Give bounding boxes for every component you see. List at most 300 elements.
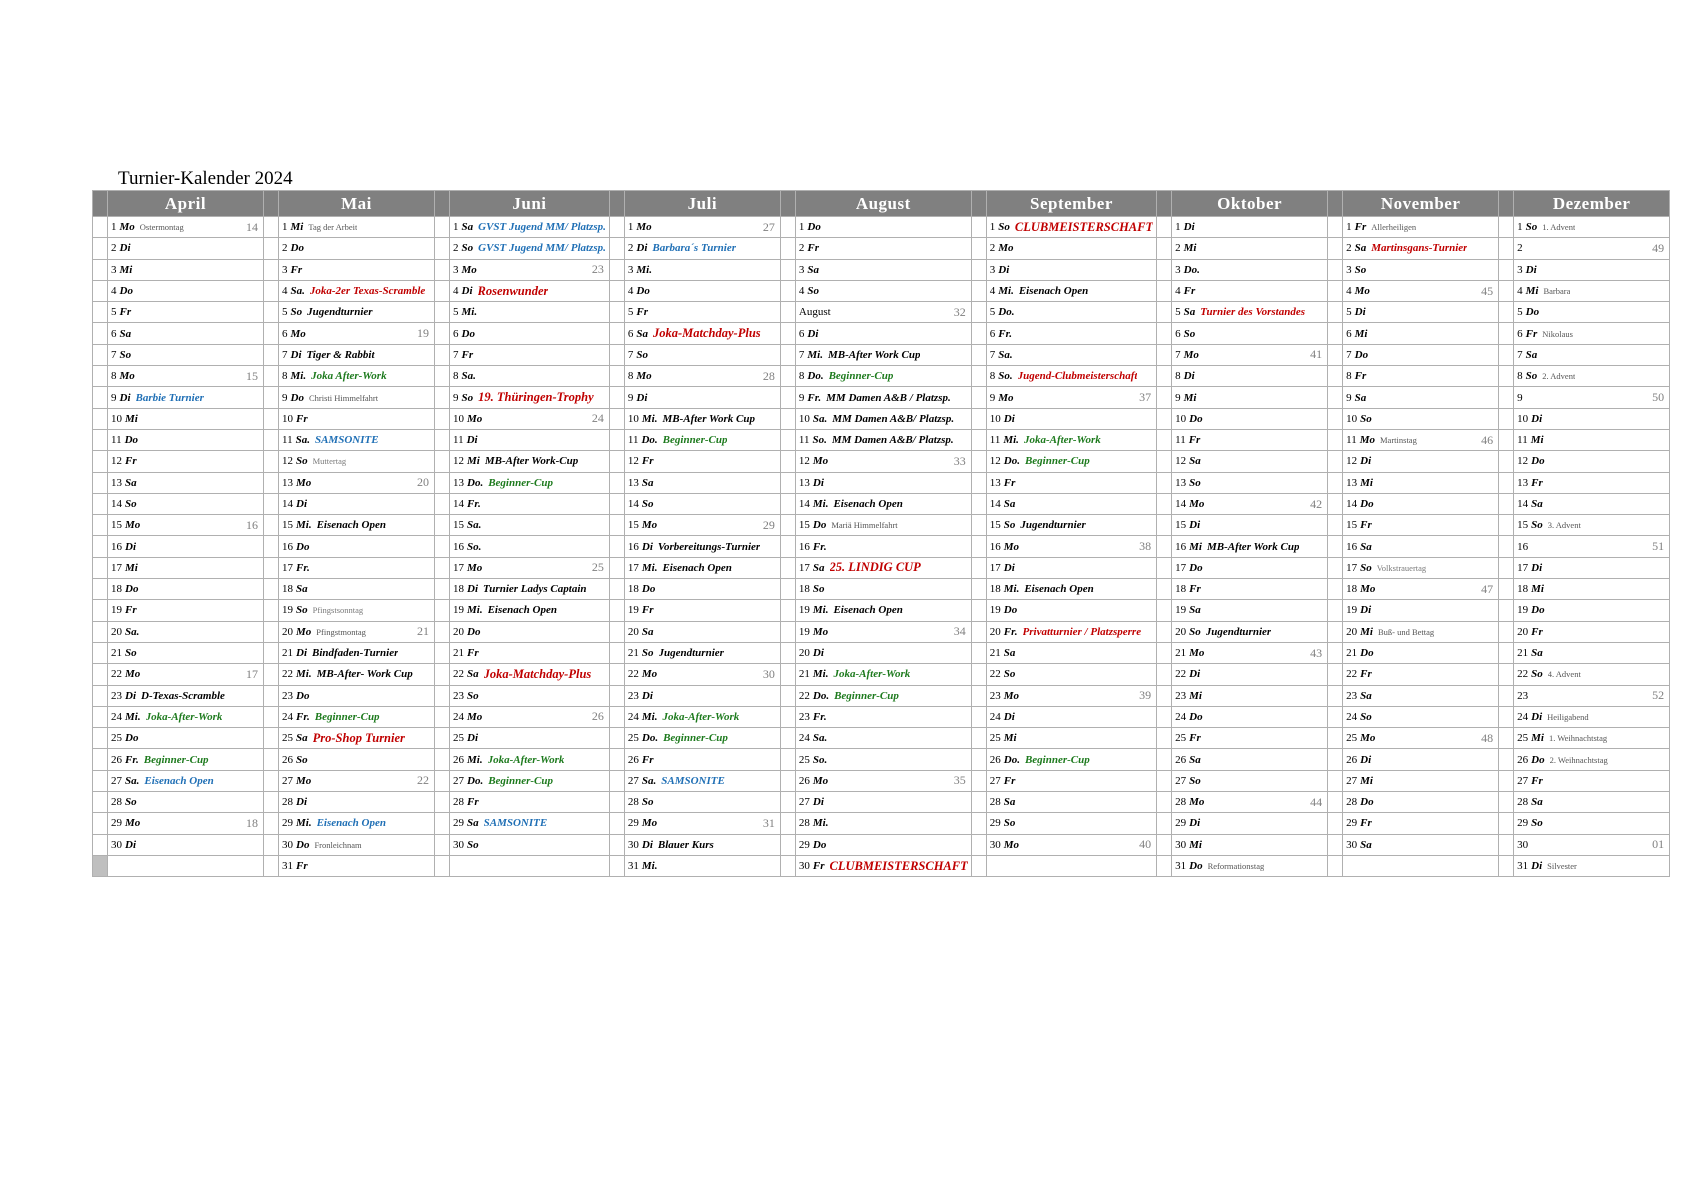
day-cell[interactable] — [624, 642, 780, 663]
day-cell[interactable] — [986, 792, 1156, 813]
day-cell[interactable] — [1172, 557, 1328, 578]
day-cell[interactable] — [624, 834, 780, 855]
day-cell[interactable] — [1343, 706, 1499, 727]
day-cell[interactable] — [1172, 429, 1328, 450]
day-cell[interactable] — [986, 813, 1156, 834]
day-cell[interactable] — [986, 217, 1156, 238]
row-gutter — [780, 706, 795, 727]
day-cell[interactable] — [624, 302, 780, 323]
day-cell[interactable] — [1343, 472, 1499, 493]
day-cell[interactable] — [624, 770, 780, 791]
day-cell[interactable] — [1172, 792, 1328, 813]
day-cell[interactable] — [450, 515, 610, 536]
day-cell[interactable] — [986, 387, 1156, 408]
day-cell[interactable] — [1514, 770, 1670, 791]
day-cell[interactable] — [624, 366, 780, 387]
day-cell[interactable] — [108, 302, 264, 323]
day-cell[interactable] — [108, 259, 264, 280]
day-cell[interactable] — [450, 259, 610, 280]
day-cell[interactable] — [279, 579, 435, 600]
day-cell[interactable] — [1343, 664, 1499, 685]
day-cell[interactable] — [450, 302, 610, 323]
day-cell[interactable] — [1172, 600, 1328, 621]
day-cell[interactable] — [986, 515, 1156, 536]
day-cell[interactable] — [108, 600, 264, 621]
row-gutter — [1328, 557, 1343, 578]
day-cell[interactable] — [1343, 855, 1499, 876]
day-cell[interactable] — [1343, 834, 1499, 855]
day-cell[interactable] — [450, 770, 610, 791]
day-cell[interactable] — [108, 579, 264, 600]
day-cell[interactable] — [1514, 366, 1670, 387]
event-label: Bindfaden-Turnier — [312, 647, 399, 660]
day-cell[interactable] — [1172, 728, 1328, 749]
day-cell[interactable] — [1343, 813, 1499, 834]
day-cell[interactable] — [1343, 387, 1499, 408]
week-number: 48 — [1481, 730, 1494, 745]
day-cell[interactable] — [1514, 621, 1670, 642]
day-cell[interactable] — [279, 855, 435, 876]
day-cell[interactable] — [279, 706, 435, 727]
day-cell[interactable] — [450, 323, 610, 344]
day-cell[interactable] — [279, 557, 435, 578]
day-cell[interactable] — [795, 813, 971, 834]
day-cell[interactable] — [624, 749, 780, 770]
day-cell[interactable] — [279, 451, 435, 472]
day-cell[interactable] — [795, 706, 971, 727]
day-cell[interactable] — [1343, 259, 1499, 280]
day-number: 19 — [282, 604, 293, 617]
day-cell[interactable] — [624, 344, 780, 365]
day-cell[interactable] — [624, 323, 780, 344]
day-cell[interactable] — [1343, 770, 1499, 791]
day-cell[interactable] — [450, 429, 610, 450]
day-cell[interactable] — [279, 493, 435, 514]
day-cell[interactable] — [1343, 600, 1499, 621]
day-number: 28 — [1175, 796, 1187, 809]
day-cell[interactable] — [1172, 749, 1328, 770]
day-cell[interactable] — [624, 217, 780, 238]
day-cell[interactable] — [986, 664, 1156, 685]
day-cell[interactable] — [1343, 685, 1499, 706]
day-cell[interactable] — [1172, 302, 1328, 323]
day-cell[interactable] — [1172, 387, 1328, 408]
day-cell[interactable] — [1514, 855, 1670, 876]
day-of-week: Sa. — [812, 732, 828, 745]
event-label: Eisenach Open — [1018, 285, 1089, 298]
day-cell[interactable] — [108, 472, 264, 493]
day-cell[interactable] — [795, 792, 971, 813]
day-cell[interactable] — [986, 408, 1156, 429]
day-cell[interactable] — [1514, 664, 1670, 685]
day-cell[interactable] — [279, 408, 435, 429]
day-cell[interactable] — [279, 472, 435, 493]
day-cell[interactable] — [795, 728, 971, 749]
day-cell[interactable] — [986, 259, 1156, 280]
day-cell[interactable] — [108, 642, 264, 663]
day-cell[interactable] — [986, 366, 1156, 387]
day-cell[interactable] — [1343, 366, 1499, 387]
day-cell[interactable] — [1172, 493, 1328, 514]
day-cell[interactable] — [624, 536, 780, 557]
day-cell[interactable] — [279, 642, 435, 663]
day-cell[interactable] — [108, 366, 264, 387]
day-cell[interactable] — [624, 238, 780, 259]
day-cell[interactable] — [795, 217, 971, 238]
day-cell[interactable] — [795, 515, 971, 536]
day-cell[interactable] — [450, 834, 610, 855]
day-cell[interactable] — [450, 472, 610, 493]
day-cell[interactable] — [1343, 493, 1499, 514]
day-cell[interactable] — [279, 685, 435, 706]
day-cell[interactable] — [1343, 408, 1499, 429]
day-cell[interactable] — [986, 749, 1156, 770]
day-cell[interactable] — [450, 855, 610, 876]
day-cell[interactable] — [450, 642, 610, 663]
day-cell[interactable] — [279, 728, 435, 749]
day-cell[interactable] — [279, 621, 435, 642]
day-cell[interactable] — [108, 792, 264, 813]
day-cell[interactable] — [1514, 579, 1670, 600]
day-cell[interactable] — [1514, 323, 1670, 344]
day-cell[interactable] — [279, 323, 435, 344]
day-cell[interactable] — [108, 451, 264, 472]
day-number: 7 — [989, 348, 996, 361]
day-cell[interactable] — [1172, 238, 1328, 259]
day-cell[interactable] — [1514, 685, 1670, 706]
day-cell[interactable] — [450, 536, 610, 557]
day-cell[interactable] — [795, 472, 971, 493]
day-cell[interactable] — [450, 408, 610, 429]
day-cell[interactable] — [108, 493, 264, 514]
day-cell[interactable] — [450, 600, 610, 621]
day-cell[interactable] — [1172, 472, 1328, 493]
day-cell[interactable] — [108, 238, 264, 259]
day-cell[interactable] — [279, 600, 435, 621]
day-cell[interactable] — [1343, 302, 1499, 323]
day-cell[interactable] — [795, 557, 971, 578]
day-cell[interactable] — [795, 408, 971, 429]
day-cell[interactable] — [795, 238, 971, 259]
day-cell[interactable] — [986, 728, 1156, 749]
day-cell[interactable] — [279, 344, 435, 365]
day-cell[interactable] — [108, 280, 264, 301]
day-cell[interactable] — [1514, 408, 1670, 429]
row-gutter — [609, 472, 624, 493]
day-cell[interactable] — [279, 813, 435, 834]
day-cell[interactable] — [986, 323, 1156, 344]
day-of-week: Di — [296, 498, 307, 510]
day-cell[interactable] — [624, 472, 780, 493]
day-cell[interactable] — [108, 408, 264, 429]
day-cell[interactable] — [795, 855, 971, 876]
day-cell[interactable] — [1172, 664, 1328, 685]
day-cell[interactable] — [795, 536, 971, 557]
day-cell[interactable] — [1172, 366, 1328, 387]
day-cell[interactable] — [108, 536, 264, 557]
day-cell[interactable] — [795, 685, 971, 706]
day-cell[interactable] — [279, 259, 435, 280]
day-cell[interactable] — [1514, 472, 1670, 493]
day-cell[interactable] — [986, 472, 1156, 493]
day-cell[interactable] — [624, 451, 780, 472]
day-cell[interactable] — [1172, 451, 1328, 472]
day-cell[interactable] — [450, 813, 610, 834]
day-cell[interactable] — [1172, 706, 1328, 727]
day-cell[interactable] — [108, 706, 264, 727]
day-cell[interactable] — [1172, 344, 1328, 365]
day-cell[interactable] — [1343, 451, 1499, 472]
day-cell[interactable] — [1343, 621, 1499, 642]
row-gutter — [435, 685, 450, 706]
day-cell[interactable] — [1514, 749, 1670, 770]
day-cell[interactable] — [1343, 344, 1499, 365]
day-cell[interactable] — [450, 280, 610, 301]
day-cell[interactable] — [1343, 217, 1499, 238]
day-of-week: Mo — [636, 370, 652, 383]
day-cell[interactable] — [108, 621, 264, 642]
day-cell[interactable] — [1514, 429, 1670, 450]
day-cell[interactable] — [1514, 493, 1670, 514]
day-cell[interactable] — [450, 621, 610, 642]
day-cell[interactable] — [795, 834, 971, 855]
event-label: Mariä Himmelfahrt — [831, 520, 898, 531]
day-cell[interactable] — [624, 855, 780, 876]
day-cell[interactable] — [108, 855, 264, 876]
day-cell[interactable] — [986, 834, 1156, 855]
day-of-week: Mi — [1189, 540, 1202, 553]
day-cell[interactable] — [1343, 579, 1499, 600]
day-cell[interactable] — [986, 855, 1156, 876]
day-cell[interactable] — [450, 451, 610, 472]
day-cell[interactable] — [450, 366, 610, 387]
day-cell[interactable] — [1343, 323, 1499, 344]
day-cell[interactable] — [108, 749, 264, 770]
day-cell[interactable] — [1343, 642, 1499, 663]
day-cell[interactable] — [1172, 855, 1328, 876]
day-cell[interactable] — [279, 792, 435, 813]
day-cell[interactable] — [986, 557, 1156, 578]
day-cell[interactable] — [795, 621, 971, 642]
day-cell[interactable] — [624, 408, 780, 429]
day-cell[interactable] — [1172, 259, 1328, 280]
day-cell[interactable] — [1343, 238, 1499, 259]
day-cell[interactable] — [795, 642, 971, 663]
day-of-week: So. — [812, 434, 827, 447]
row-gutter — [971, 706, 986, 727]
day-cell[interactable] — [450, 387, 610, 408]
day-cell[interactable] — [450, 557, 610, 578]
day-cell[interactable] — [1343, 749, 1499, 770]
day-cell[interactable] — [1343, 792, 1499, 813]
day-of-week: Do — [461, 327, 475, 340]
day-cell[interactable] — [1172, 834, 1328, 855]
day-cell[interactable] — [450, 706, 610, 727]
day-cell[interactable] — [986, 642, 1156, 663]
day-cell[interactable] — [1172, 217, 1328, 238]
day-cell[interactable] — [279, 387, 435, 408]
day-cell[interactable] — [450, 792, 610, 813]
day-cell[interactable] — [624, 706, 780, 727]
day-cell[interactable] — [795, 579, 971, 600]
day-cell[interactable] — [1172, 770, 1328, 791]
day-cell[interactable] — [624, 280, 780, 301]
day-cell[interactable] — [279, 834, 435, 855]
row-gutter — [609, 451, 624, 472]
day-cell[interactable] — [624, 685, 780, 706]
day-cell[interactable] — [624, 259, 780, 280]
day-cell[interactable] — [1172, 621, 1328, 642]
day-cell[interactable] — [1343, 536, 1499, 557]
day-cell[interactable] — [279, 366, 435, 387]
day-cell[interactable] — [624, 557, 780, 578]
day-cell[interactable] — [795, 493, 971, 514]
day-cell[interactable] — [1514, 302, 1670, 323]
day-cell[interactable] — [279, 280, 435, 301]
day-cell[interactable] — [986, 451, 1156, 472]
day-cell[interactable] — [624, 515, 780, 536]
day-cell[interactable] — [450, 749, 610, 770]
day-cell[interactable] — [450, 217, 610, 238]
day-cell[interactable] — [986, 600, 1156, 621]
day-cell[interactable] — [624, 621, 780, 642]
day-cell[interactable] — [795, 323, 971, 344]
day-cell[interactable] — [986, 621, 1156, 642]
day-cell[interactable] — [1343, 429, 1499, 450]
day-cell[interactable] — [108, 728, 264, 749]
day-cell[interactable] — [795, 302, 971, 323]
day-cell[interactable] — [795, 749, 971, 770]
day-cell[interactable] — [1514, 387, 1670, 408]
day-cell[interactable] — [1514, 600, 1670, 621]
day-cell[interactable] — [1343, 280, 1499, 301]
day-cell[interactable] — [1514, 217, 1670, 238]
day-cell[interactable] — [1514, 515, 1670, 536]
day-cell[interactable] — [986, 493, 1156, 514]
day-cell[interactable] — [795, 259, 971, 280]
day-cell[interactable] — [450, 344, 610, 365]
row-gutter — [1157, 238, 1172, 259]
day-cell[interactable] — [795, 600, 971, 621]
day-cell[interactable] — [986, 536, 1156, 557]
day-cell[interactable] — [1172, 323, 1328, 344]
day-cell[interactable] — [1343, 515, 1499, 536]
day-cell[interactable] — [279, 217, 435, 238]
day-cell[interactable] — [108, 685, 264, 706]
day-cell[interactable] — [1172, 408, 1328, 429]
day-cell[interactable] — [1514, 280, 1670, 301]
day-cell[interactable] — [1514, 344, 1670, 365]
day-cell[interactable] — [1514, 536, 1670, 557]
day-cell[interactable] — [986, 280, 1156, 301]
day-cell[interactable] — [108, 429, 264, 450]
day-cell[interactable] — [1172, 685, 1328, 706]
day-cell[interactable] — [986, 238, 1156, 259]
day-cell[interactable] — [795, 429, 971, 450]
day-cell[interactable] — [279, 238, 435, 259]
day-cell[interactable] — [795, 366, 971, 387]
day-cell[interactable] — [624, 728, 780, 749]
day-cell[interactable] — [1514, 834, 1670, 855]
day-cell[interactable] — [1514, 259, 1670, 280]
day-cell[interactable] — [450, 579, 610, 600]
day-cell[interactable] — [1172, 515, 1328, 536]
day-cell[interactable] — [986, 429, 1156, 450]
day-cell[interactable] — [108, 813, 264, 834]
day-cell[interactable] — [1514, 792, 1670, 813]
day-cell[interactable] — [108, 770, 264, 791]
row-gutter — [93, 621, 108, 642]
day-cell[interactable] — [108, 664, 264, 685]
day-cell[interactable] — [1172, 642, 1328, 663]
day-cell[interactable] — [795, 664, 971, 685]
day-cell[interactable] — [279, 515, 435, 536]
day-cell[interactable] — [108, 515, 264, 536]
day-cell[interactable] — [986, 302, 1156, 323]
day-cell[interactable] — [279, 536, 435, 557]
day-cell[interactable] — [450, 664, 610, 685]
day-cell[interactable] — [624, 429, 780, 450]
day-cell[interactable] — [986, 344, 1156, 365]
day-cell[interactable] — [108, 217, 264, 238]
day-cell[interactable] — [1343, 728, 1499, 749]
day-cell[interactable] — [624, 579, 780, 600]
day-cell[interactable] — [108, 557, 264, 578]
day-cell[interactable] — [108, 344, 264, 365]
day-cell[interactable] — [279, 302, 435, 323]
day-cell[interactable] — [1172, 280, 1328, 301]
day-cell[interactable] — [624, 813, 780, 834]
day-cell[interactable] — [624, 664, 780, 685]
day-cell[interactable] — [450, 493, 610, 514]
day-cell[interactable] — [624, 600, 780, 621]
day-cell[interactable] — [986, 685, 1156, 706]
day-cell[interactable] — [624, 387, 780, 408]
day-cell[interactable] — [450, 728, 610, 749]
day-cell[interactable] — [795, 387, 971, 408]
day-cell[interactable] — [1172, 813, 1328, 834]
day-cell[interactable] — [986, 706, 1156, 727]
day-cell[interactable] — [1514, 728, 1670, 749]
day-cell[interactable] — [1514, 706, 1670, 727]
day-cell[interactable] — [450, 685, 610, 706]
day-cell[interactable] — [279, 429, 435, 450]
day-cell[interactable] — [1514, 451, 1670, 472]
day-cell[interactable] — [1514, 642, 1670, 663]
day-cell[interactable] — [279, 770, 435, 791]
day-cell[interactable] — [1343, 557, 1499, 578]
day-cell[interactable] — [1514, 557, 1670, 578]
day-cell[interactable] — [108, 387, 264, 408]
day-cell[interactable] — [279, 664, 435, 685]
day-cell[interactable] — [795, 451, 971, 472]
day-cell[interactable] — [1172, 536, 1328, 557]
day-cell[interactable] — [624, 493, 780, 514]
day-cell[interactable] — [795, 280, 971, 301]
day-cell[interactable] — [795, 344, 971, 365]
day-cell[interactable] — [1172, 579, 1328, 600]
day-cell[interactable] — [108, 834, 264, 855]
day-cell[interactable] — [1514, 238, 1670, 259]
day-cell[interactable] — [108, 323, 264, 344]
day-cell[interactable] — [450, 238, 610, 259]
day-cell[interactable] — [1514, 813, 1670, 834]
day-cell[interactable] — [795, 770, 971, 791]
day-cell[interactable] — [279, 749, 435, 770]
day-cell[interactable] — [986, 770, 1156, 791]
day-cell[interactable] — [624, 792, 780, 813]
day-cell[interactable] — [986, 579, 1156, 600]
